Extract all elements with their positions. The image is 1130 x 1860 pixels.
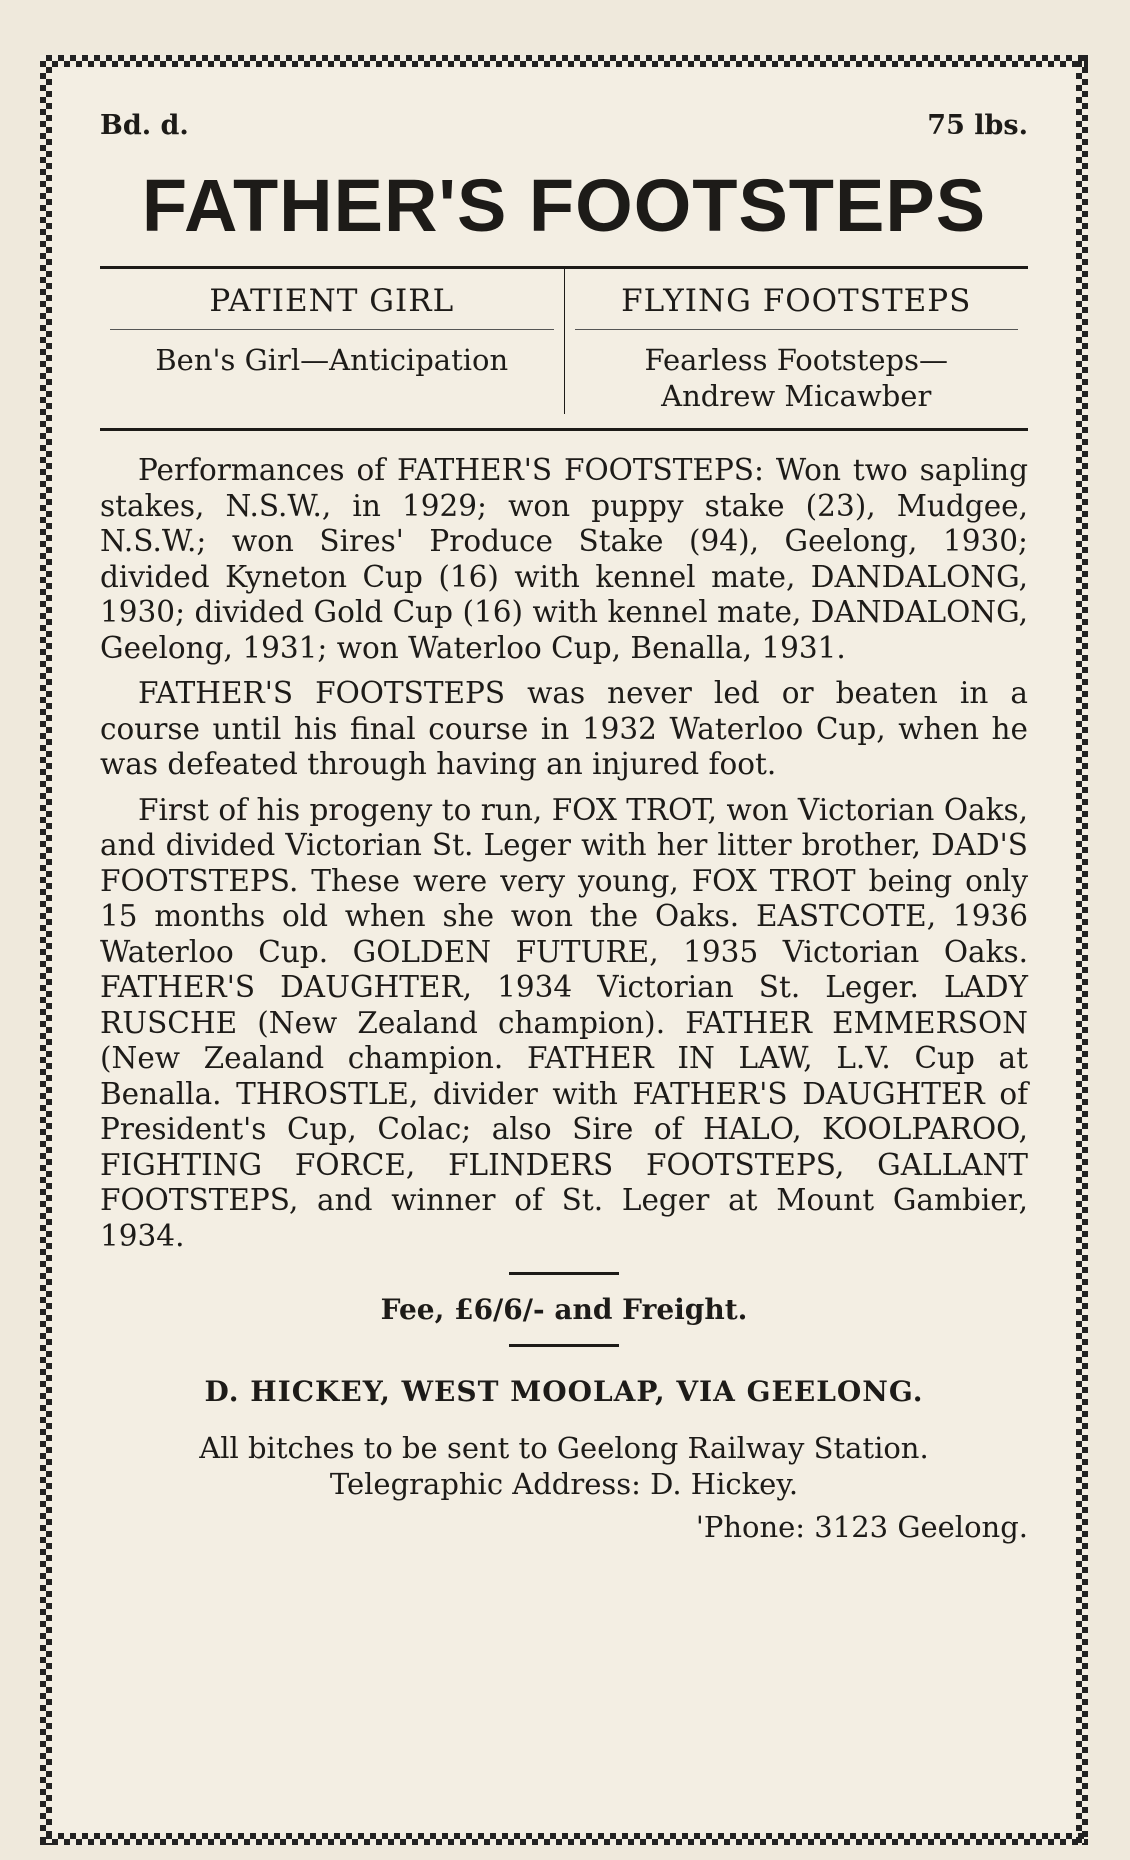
checkered-border-top — [40, 55, 1088, 67]
checkered-border-right — [1076, 55, 1088, 1845]
owner-address: D. HICKEY, WEST MOOLAP, VIA GEELONG. — [204, 1375, 924, 1408]
dam-lineage: Ben's Girl—Anticipation — [155, 343, 509, 377]
color-label: Bd. d. — [100, 110, 189, 141]
weight-label: 75 lbs. — [927, 110, 1028, 141]
dam-name: PATIENT GIRL — [209, 283, 455, 319]
checkered-border-bottom — [40, 1833, 1088, 1845]
paragraph-progeny: First of his progeny to run, FOX TROT, won Victorian Oaks, and divided Victorian St. Leger with her litter brother, DAD'S FOOTSTEPS. These were very young, FOX TROT being only 15 months old when she won the Oaks. EASTCOTE, 1936 Waterloo Cup. GOLDEN FUTURE, 1935 Victorian Oaks. FATHER'S DAUGHTER, 1934 Victorian St. Leger. LADY RUSCHE (New Zealand champion). FATHER EMMERSON (New Zealand champion. FATHER IN LAW, L.V. Cup at Benalla. THROSTLE, divider with FATHER'S DAUGHTER of President's Cup, Colac; also Sire of HALO, KOOLPAROO, FIGHTING FORCE, FLINDERS FOOTSTEPS, GALLANT FOOTSTEPS, and winner of St. Leger at Mount Gambier, 1934. — [100, 792, 1028, 1253]
header-line — [100, 110, 1028, 141]
paragraph-unbeaten: FATHER'S FOOTSTEPS was never led or beaten in a course until his final course in 1932 Waterloo Cup, when he was defeated through having an injured foot. — [100, 676, 1028, 781]
shipping-note — [100, 1430, 1028, 1502]
sire-lineage-line-1: Fearless Footsteps— — [644, 343, 949, 377]
sire-name: FLYING FOOTSTEPS — [621, 283, 972, 319]
pedigree-sire-column — [565, 269, 1029, 414]
divider-rule — [509, 1272, 619, 1275]
ad-content — [100, 110, 1028, 1805]
telegraphic-address: Telegraphic Address: D. Hickey. — [329, 1467, 799, 1501]
page-title: FATHER'S FOOTSTEPS — [141, 164, 987, 247]
paragraph-performances: Performances of FATHER'S FOOTSTEPS: Won two sapling stakes, N.S.W., in 1929; won puppy stake (23), Mudgee, N.S.W.; won Sires' Produce Stake (94), Geelong, 1930; divided Kyneton Cup (16) with kennel mate, DANDALONG, 1930; divided Gold Cup (16) with kennel mate, DANDALONG, Geelong, 1931; won Waterloo Cup, Benalla, 1931. — [100, 453, 1028, 665]
advertisement-page — [40, 55, 1088, 1845]
performance-text — [100, 453, 1028, 1254]
sire-lineage — [565, 330, 1029, 414]
shipping-note-line-1: All bitches to be sent to Geelong Railway Station. — [199, 1431, 929, 1465]
pedigree-table — [100, 269, 1028, 431]
checkered-border-left — [40, 55, 52, 1845]
stud-fee: Fee, £6/6/- and Freight. — [380, 1293, 748, 1326]
divider-rule — [509, 1344, 619, 1347]
pedigree-dam-column — [100, 269, 565, 414]
phone-number: 'Phone: 3123 Geelong. — [695, 1510, 1028, 1544]
sire-lineage-line-2: Andrew Micawber — [661, 379, 932, 413]
